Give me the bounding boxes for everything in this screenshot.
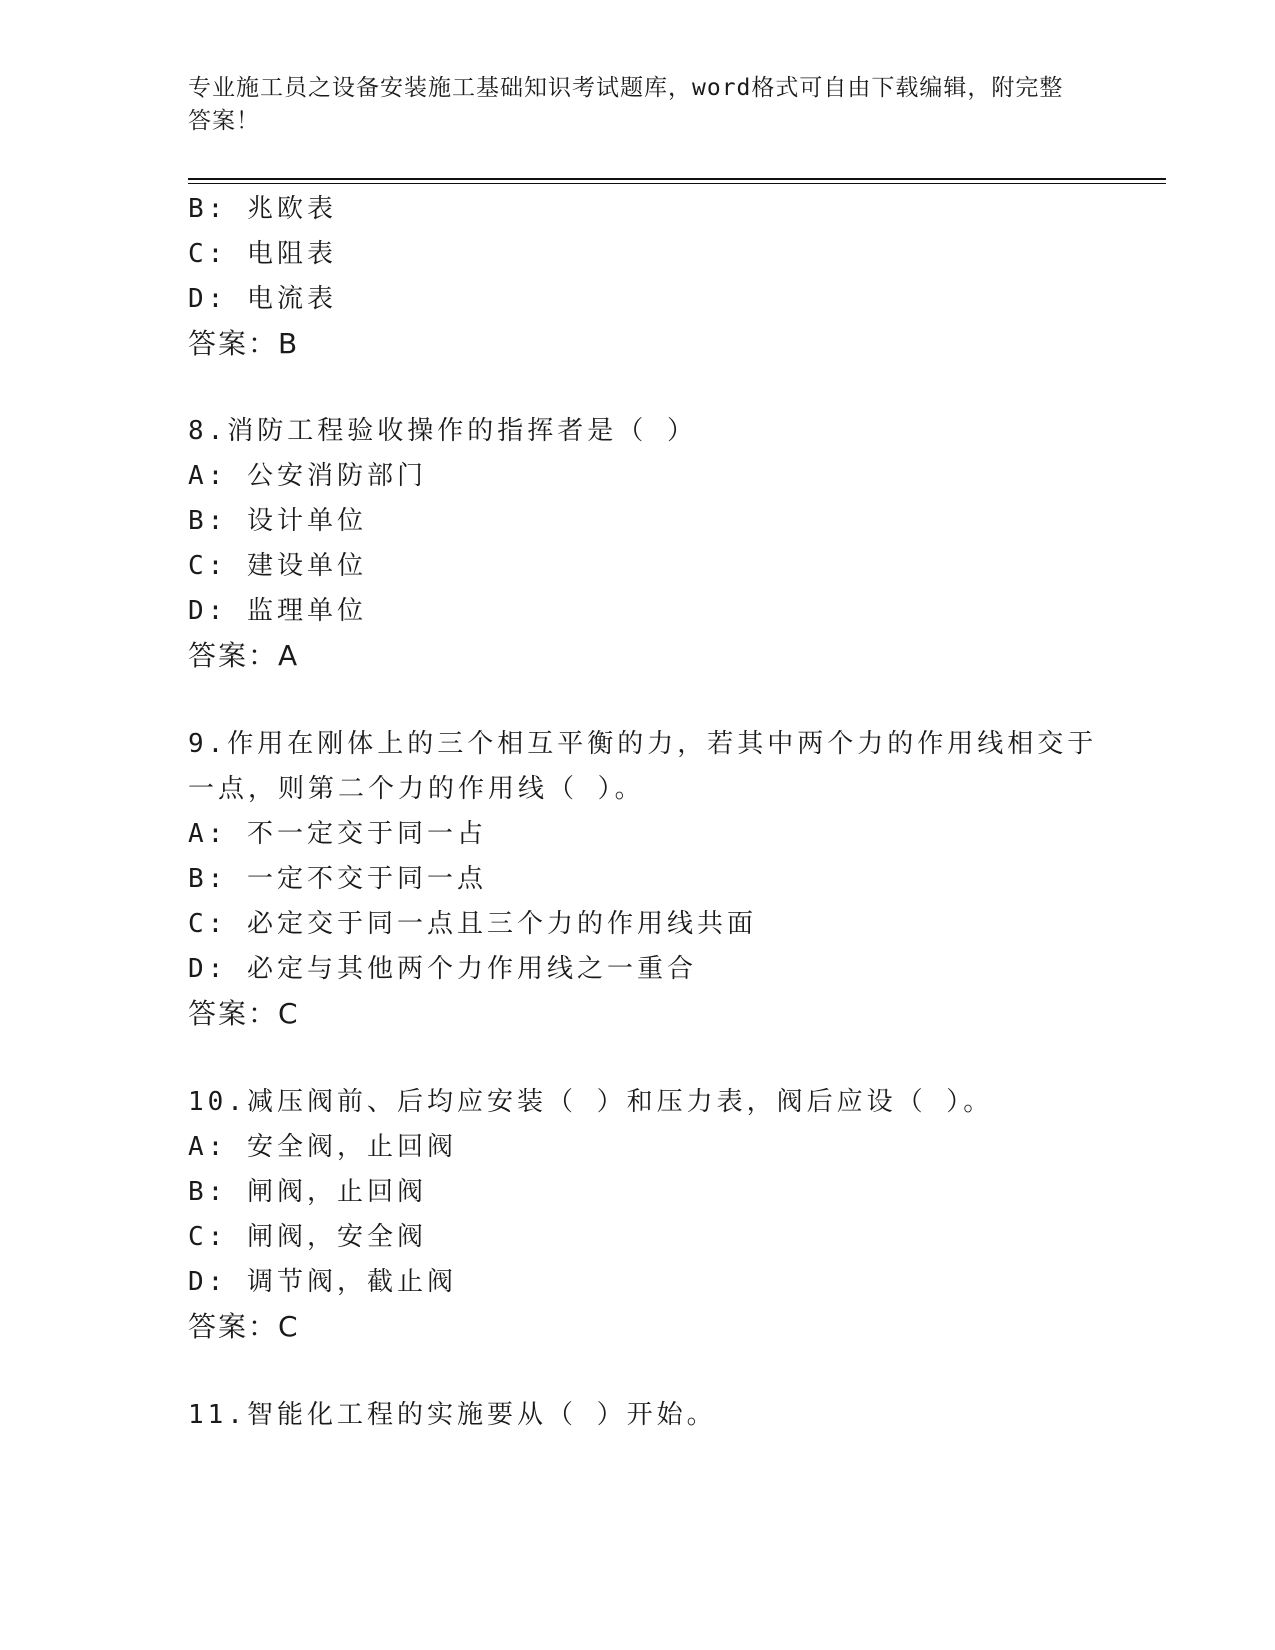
option-a: A: 公安消防部门	[188, 461, 427, 491]
option-c: C: 闸阀，安全阀	[188, 1222, 427, 1252]
option-d: D: 调节阀，截止阀	[188, 1267, 457, 1297]
option-d: D: 必定与其他两个力作用线之一重合	[188, 954, 697, 984]
question-10: 10.减压阀前、后均应安装（ ）和压力表，阀后应设（ ）。	[188, 1087, 994, 1117]
option-a: A: 不一定交于同一占	[188, 819, 487, 849]
option-c: C: 电阻表	[188, 239, 337, 269]
option-b: B: 闸阀，止回阀	[188, 1177, 427, 1207]
option-c: C: 建设单位	[188, 551, 367, 581]
option-a: A: 安全阀，止回阀	[188, 1132, 457, 1162]
answer: 答案：C	[188, 1310, 300, 1343]
header-divider-thin	[188, 183, 1166, 184]
option-d: D: 监理单位	[188, 596, 367, 626]
header-divider	[188, 178, 1166, 180]
answer: 答案：C	[188, 997, 300, 1030]
question-9: 9.作用在刚体上的三个相互平衡的力，若其中两个力的作用线相交于	[188, 729, 1098, 759]
option-b: B: 一定不交于同一点	[188, 864, 487, 894]
option-d: D: 电流表	[188, 284, 337, 314]
option-b: B: 兆欧表	[188, 194, 337, 224]
option-b: B: 设计单位	[188, 506, 367, 536]
question-8: 8.消防工程验收操作的指挥者是（ ）	[188, 416, 697, 446]
answer: 答案：A	[188, 639, 300, 672]
document-header: 专业施工员之设备安装施工基础知识考试题库，word格式可自由下载编辑，附完整答案！	[188, 75, 1064, 134]
question-11: 11.智能化工程的实施要从（ ）开始。	[188, 1400, 717, 1430]
option-c: C: 必定交于同一点且三个力的作用线共面	[188, 909, 757, 939]
answer: 答案：B	[188, 327, 300, 360]
question-9-continued: 一点，则第二个力的作用线（ ）。	[188, 774, 645, 804]
